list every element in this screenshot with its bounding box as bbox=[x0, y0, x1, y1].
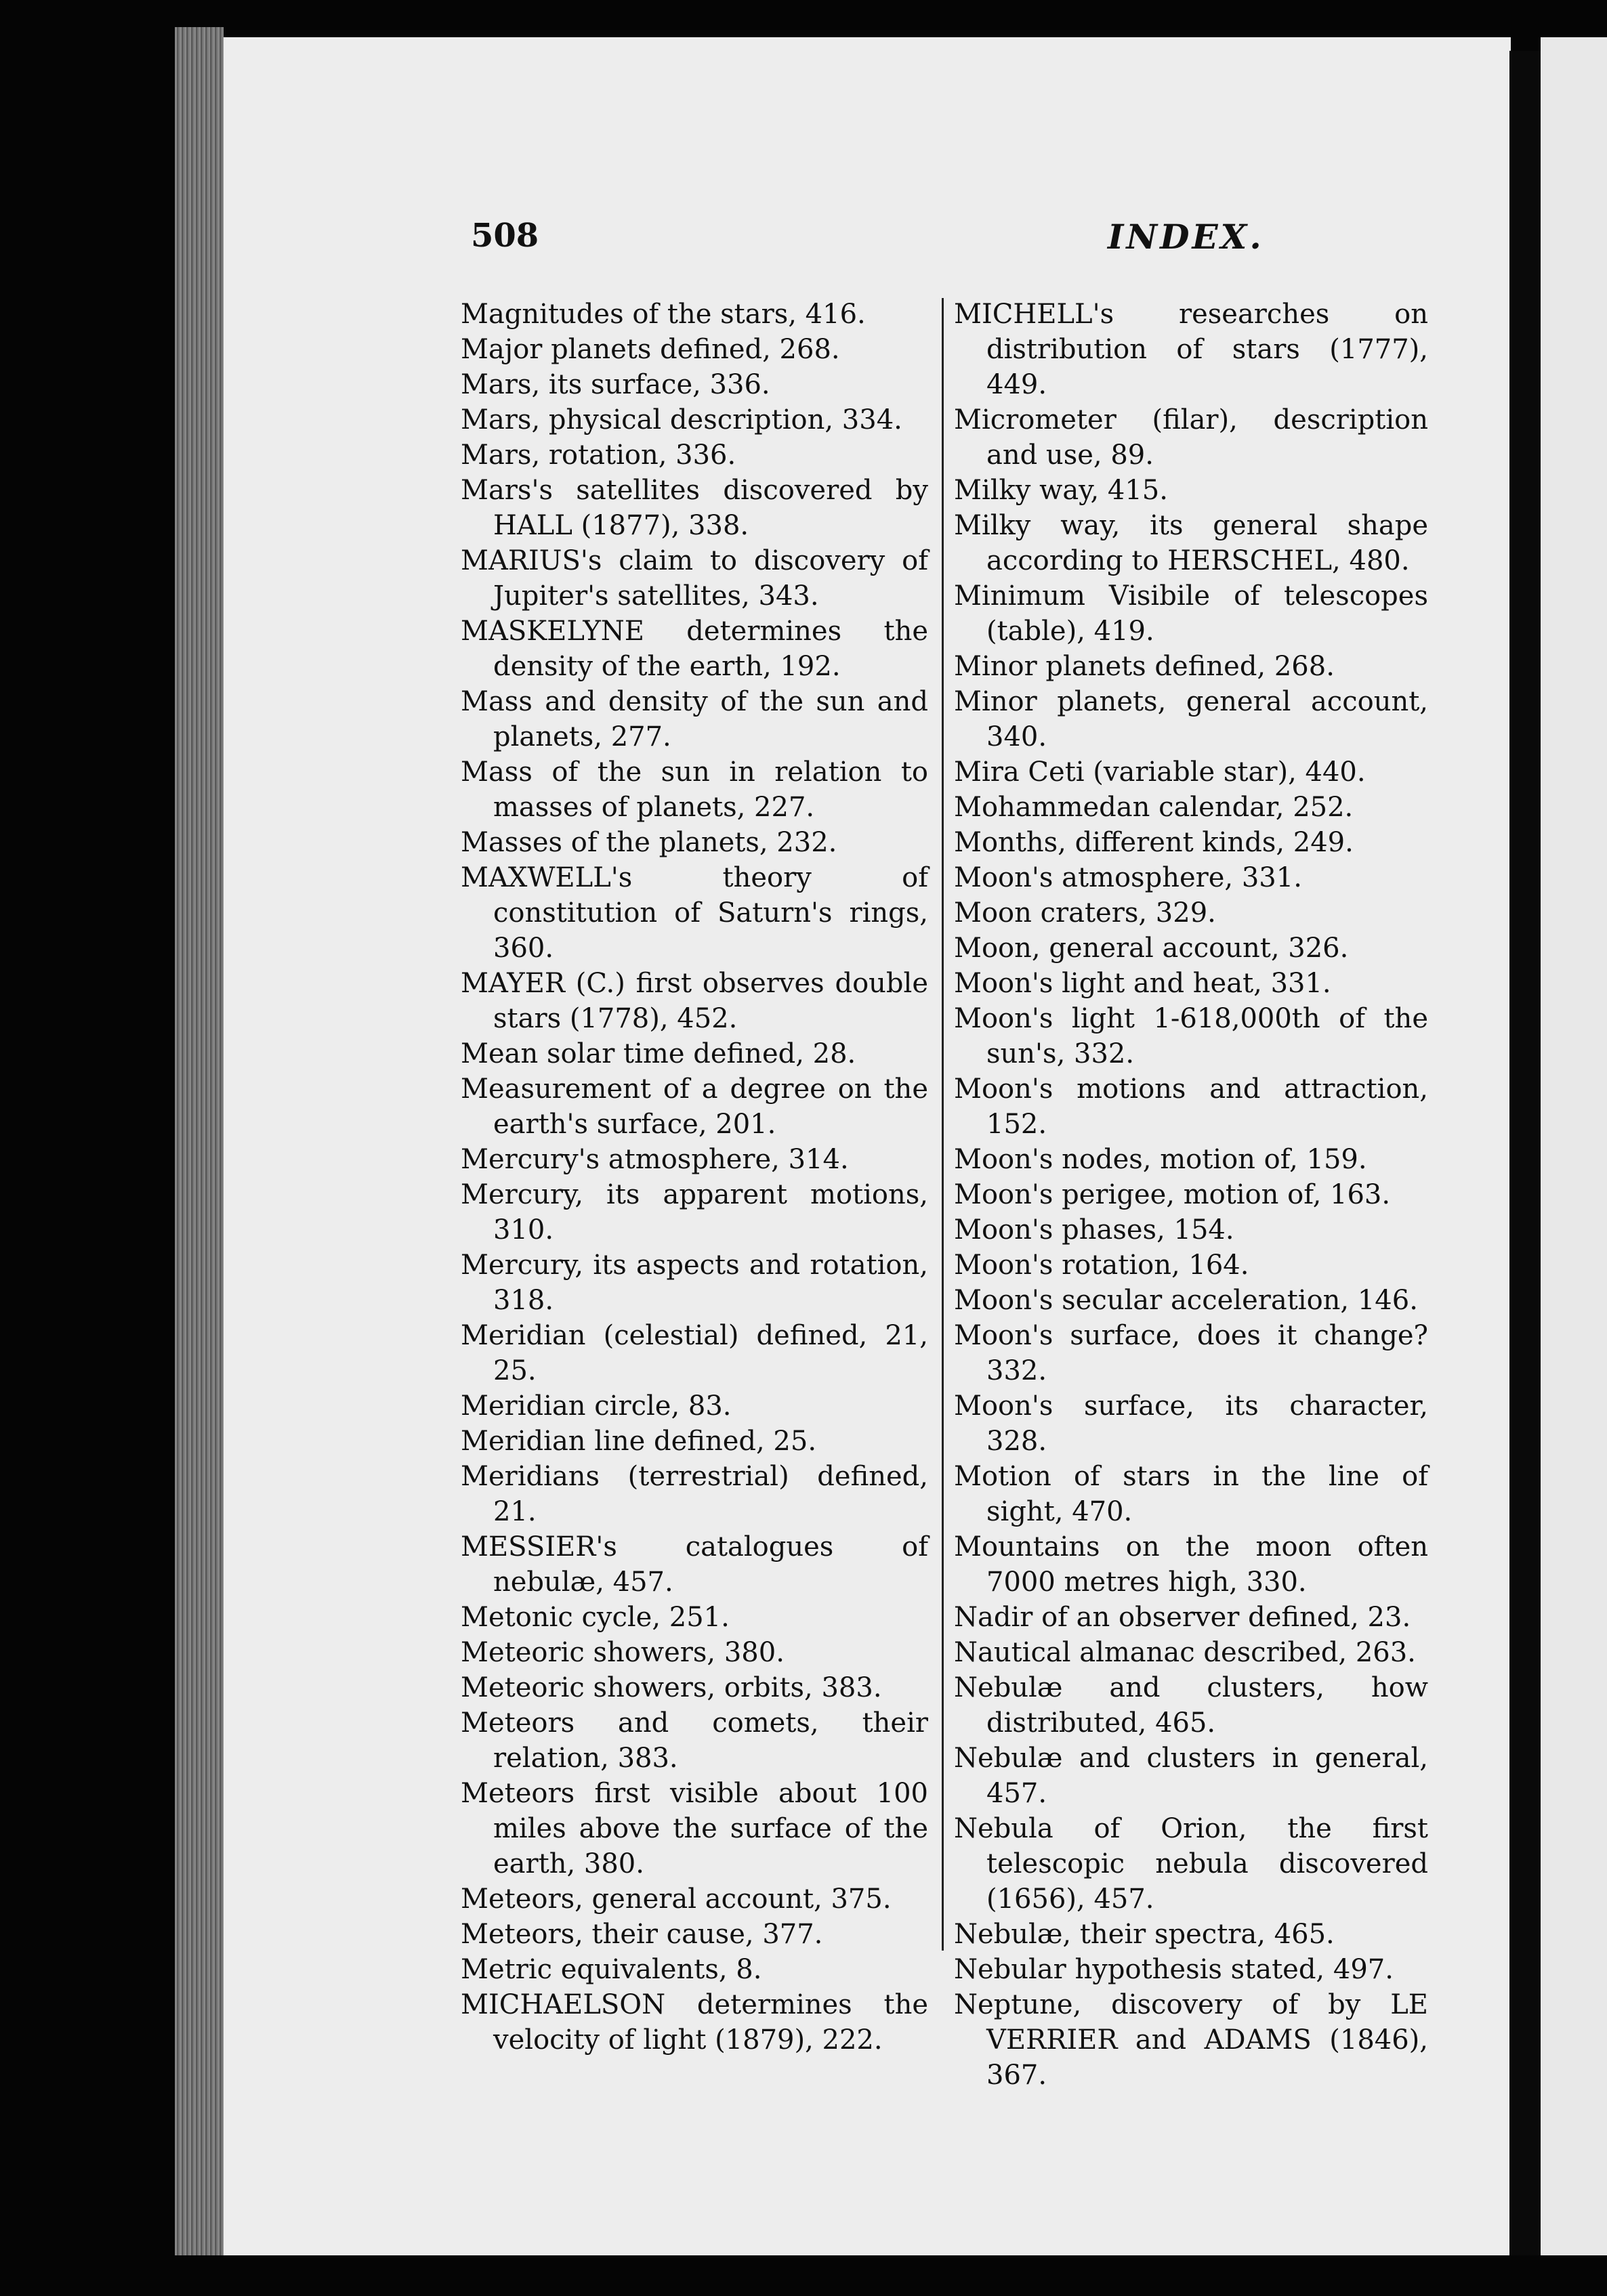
facing-page-edge bbox=[1541, 37, 1607, 2255]
index-entry: Nebular hypothesis stated, 497. bbox=[954, 1954, 1394, 1985]
index-entry: MICHELL's researches on distribution of stars (1777), 449. bbox=[954, 299, 1428, 400]
index-entry: Minor planets, general account, 340. bbox=[954, 686, 1428, 752]
index-column-right bbox=[954, 297, 1428, 2093]
index-entry: Meteors first visible about 100 miles above the surface of the earth, 380. bbox=[461, 1778, 928, 1879]
index-entry: Mohammedan calendar, 252. bbox=[954, 792, 1354, 823]
index-entry: Meridian line defined, 25. bbox=[461, 1426, 817, 1457]
index-entry: Moon's atmosphere, 331. bbox=[954, 862, 1302, 893]
index-entry: Mercury's atmosphere, 314. bbox=[461, 1144, 849, 1175]
running-title: INDEX. bbox=[1108, 217, 1264, 257]
index-entry: Measurement of a degree on the earth's surface, 201. bbox=[461, 1073, 928, 1140]
index-entry: Meteoric showers, orbits, 383. bbox=[461, 1672, 882, 1703]
index-entry: MESSIER's catalogues of nebulæ, 457. bbox=[461, 1531, 928, 1598]
index-entry: MAXWELL's theory of constitution of Saturn's rings, 360. bbox=[461, 862, 928, 964]
index-entry: Mercury, its apparent motions, 310. bbox=[461, 1179, 928, 1246]
index-entry: Milky way, its general shape according to HERSCHEL, 480. bbox=[954, 510, 1428, 576]
index-entry: Meridian circle, 83. bbox=[461, 1390, 732, 1422]
index-entry: Minor planets defined, 268. bbox=[954, 651, 1335, 682]
page-header bbox=[224, 217, 1511, 271]
index-entry: MASKELYNE determines the density of the earth, 192. bbox=[461, 616, 928, 682]
index-entry: Metric equivalents, 8. bbox=[461, 1954, 762, 1985]
index-entry: Mars, rotation, 336. bbox=[461, 440, 736, 471]
index-entry: Months, different kinds, 249. bbox=[954, 827, 1354, 858]
index-entry: Moon, general account, 326. bbox=[954, 933, 1349, 964]
index-entry: Mountains on the moon often 7000 metres high, 330. bbox=[954, 1531, 1428, 1598]
index-entry: Micrometer (filar), description and use, 89. bbox=[954, 404, 1428, 471]
book-page-edges bbox=[175, 27, 224, 2255]
index-entry: Meteors and comets, their relation, 383. bbox=[461, 1707, 928, 1774]
index-entry: Masses of the planets, 232. bbox=[461, 827, 837, 858]
index-entry: Nebulæ and clusters, how distributed, 465. bbox=[954, 1672, 1428, 1739]
index-entry: Motion of stars in the line of sight, 470. bbox=[954, 1461, 1428, 1527]
index-entry: Mars, its surface, 336. bbox=[461, 369, 770, 400]
index-entry: Mira Ceti (variable star), 440. bbox=[954, 757, 1366, 788]
index-entry: MICHAELSON determines the velocity of light (1879), 222. bbox=[461, 1989, 928, 2056]
index-entry: Major planets defined, 268. bbox=[461, 334, 840, 365]
index-entry: Mercury, its aspects and rotation, 318. bbox=[461, 1250, 928, 1316]
index-entry: Magnitudes of the stars, 416. bbox=[461, 299, 866, 330]
index-entry: Meteors, general account, 375. bbox=[461, 1884, 892, 1915]
index-entry: Metonic cycle, 251. bbox=[461, 1602, 730, 1633]
index-entry: Moon's light 1-618,000th of the sun's, 332. bbox=[954, 1003, 1428, 1069]
index-entry: MAYER (C.) first observes double stars (1778), 452. bbox=[461, 968, 928, 1034]
index-entry: Nebulæ, their spectra, 465. bbox=[954, 1919, 1335, 1950]
index-entry: Nautical almanac described, 263. bbox=[954, 1637, 1416, 1668]
index-entry: Moon's surface, does it change? 332. bbox=[954, 1320, 1428, 1386]
index-entry: Nebula of Orion, the first telescopic nebula discovered (1656), 457. bbox=[954, 1813, 1428, 1915]
index-entry: Moon's secular acceleration, 146. bbox=[954, 1285, 1418, 1316]
index-entry: Moon's motions and attraction, 152. bbox=[954, 1073, 1428, 1140]
index-entry: Moon craters, 329. bbox=[954, 897, 1216, 929]
column-divider bbox=[942, 298, 944, 1951]
page-number: 508 bbox=[471, 217, 539, 255]
index-entry: Nadir of an observer defined, 23. bbox=[954, 1602, 1411, 1633]
index-entry: Mass of the sun in relation to masses of planets, 227. bbox=[461, 757, 928, 823]
index-entry: Meteoric showers, 380. bbox=[461, 1637, 785, 1668]
index-entry: Moon's rotation, 164. bbox=[954, 1250, 1249, 1281]
index-entry: Mars's satellites discovered by HALL (1877), 338. bbox=[461, 475, 928, 541]
index-entry: Moon's phases, 154. bbox=[954, 1214, 1234, 1246]
index-entry: Moon's surface, its character, 328. bbox=[954, 1390, 1428, 1457]
index-entry: Moon's nodes, motion of, 159. bbox=[954, 1144, 1367, 1175]
index-entry: Milky way, 415. bbox=[954, 475, 1168, 506]
index-entry: MARIUS's claim to discovery of Jupiter's satellites, 343. bbox=[461, 545, 928, 612]
index-entry: Meridian (celestial) defined, 21, 25. bbox=[461, 1320, 928, 1386]
index-entry: Mass and density of the sun and planets, 277. bbox=[461, 686, 928, 752]
index-entry: Minimum Visibile of telescopes (table), 419. bbox=[954, 580, 1428, 647]
index-entry: Mars, physical description, 334. bbox=[461, 404, 902, 435]
index-entry: Mean solar time defined, 28. bbox=[461, 1038, 856, 1069]
index-column-left bbox=[461, 297, 928, 2058]
index-entry: Moon's perigee, motion of, 163. bbox=[954, 1179, 1391, 1210]
index-entry: Neptune, discovery of by LE VERRIER and ADAMS (1846), 367. bbox=[954, 1989, 1428, 2091]
book-gutter bbox=[1509, 51, 1541, 2255]
index-entry: Nebulæ and clusters in general, 457. bbox=[954, 1743, 1428, 1809]
index-entry: Moon's light and heat, 331. bbox=[954, 968, 1331, 999]
index-entry: Meridians (terrestrial) defined, 21. bbox=[461, 1461, 928, 1527]
index-entry: Meteors, their cause, 377. bbox=[461, 1919, 823, 1950]
